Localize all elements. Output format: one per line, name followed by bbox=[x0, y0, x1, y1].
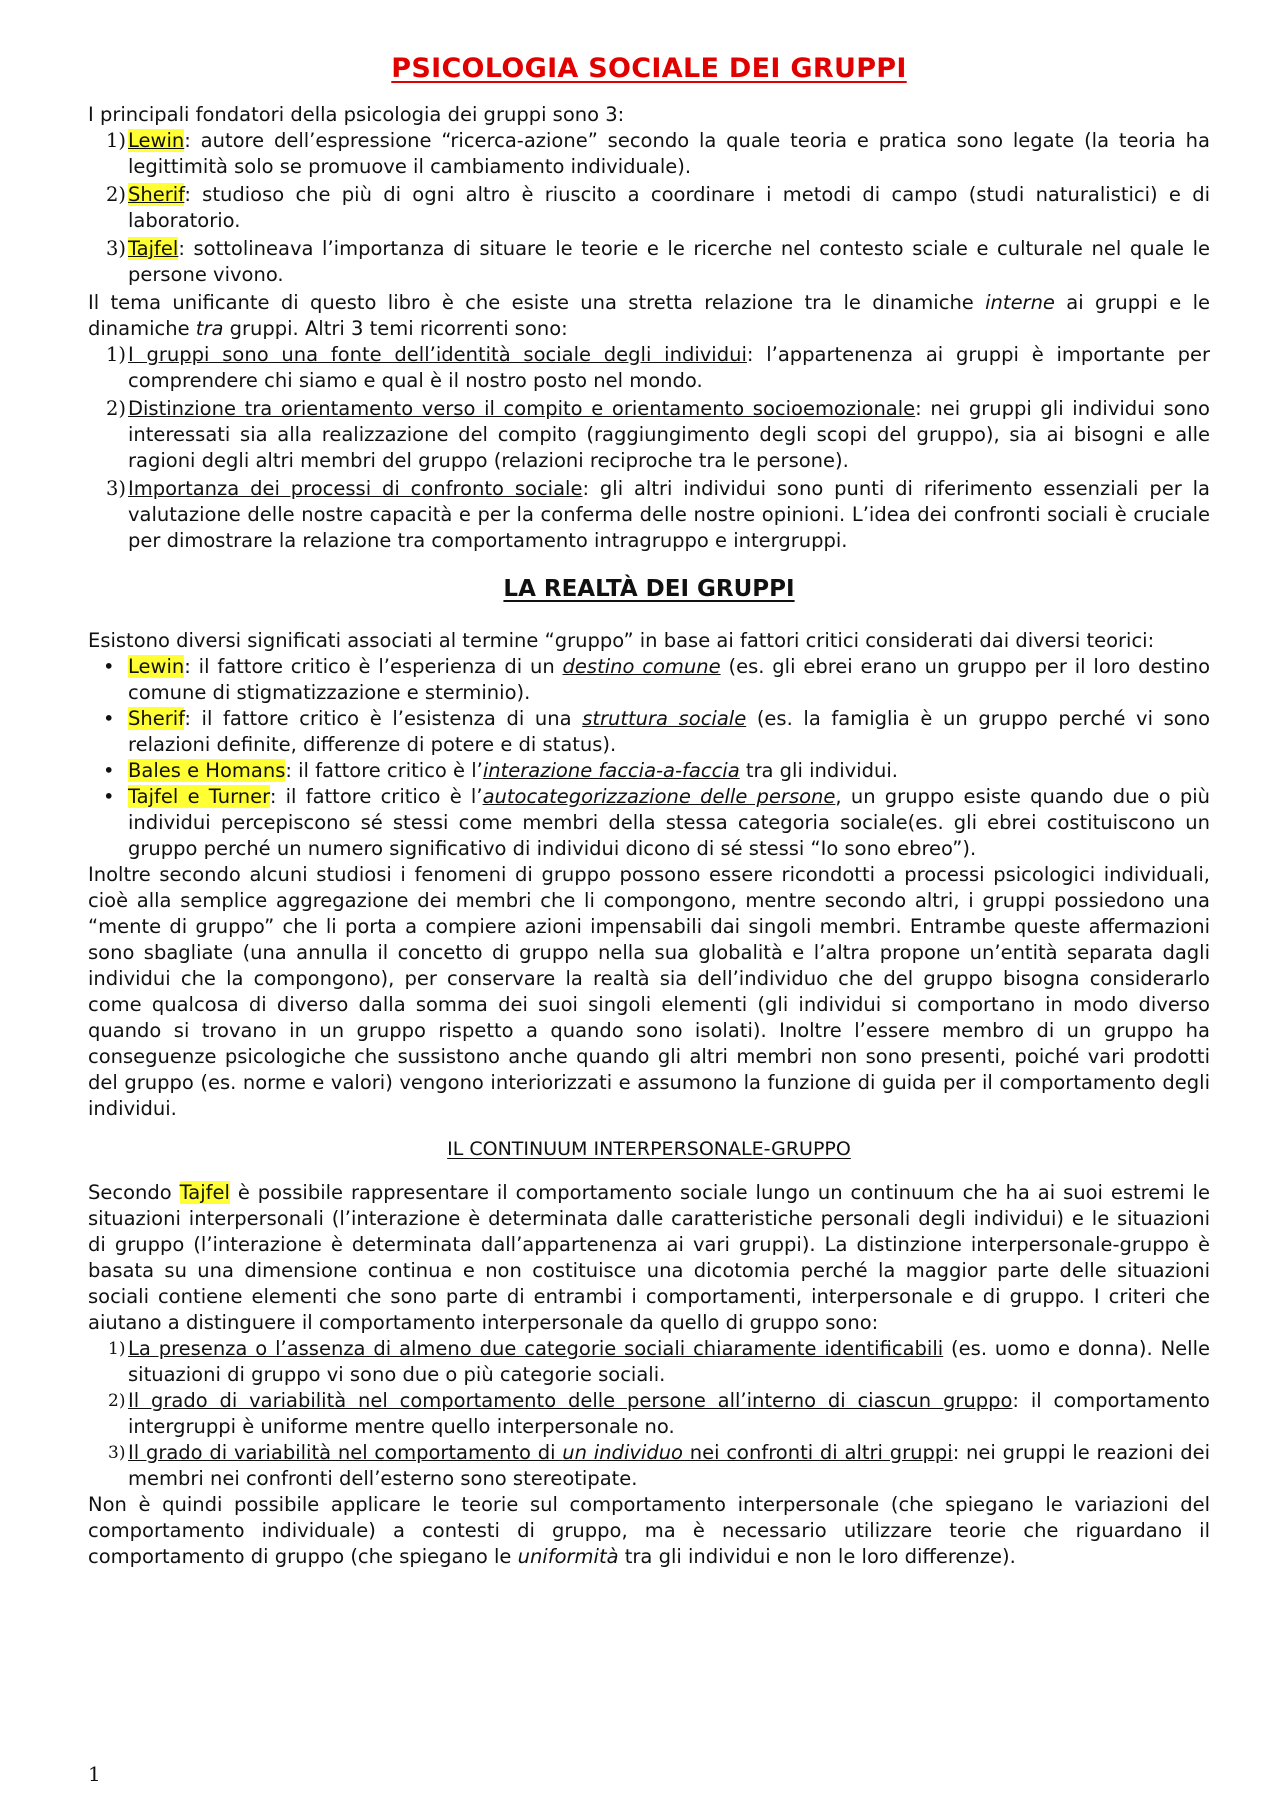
list-number: 1) bbox=[108, 1339, 126, 1359]
text-segment: Non è quindi possibile applicare le teorie sul comportamento interpersonale (che spiegano le variazioni del comportamento individuale) a contesti di gruppo, ma è necessario utilizzare teorie che riguardano il comportamento di gruppo (che spiegano le bbox=[88, 1493, 1210, 1568]
list-number: 1) bbox=[106, 343, 127, 366]
list-item bbox=[88, 396, 1210, 474]
list-item bbox=[88, 1336, 1210, 1388]
intro-text: I principali fondatori della psicologia dei gruppi sono 3: bbox=[88, 103, 625, 126]
text-segment: tra gli individui e non le loro differenze). bbox=[618, 1545, 1016, 1568]
list-item bbox=[88, 476, 1210, 554]
criterion-term: Il grado di variabilità nel comportamento delle persone all’interno di ciascun gruppo bbox=[128, 1389, 1013, 1412]
theorist-name: Lewin bbox=[128, 655, 185, 678]
bullet: • bbox=[103, 785, 115, 808]
critical-factor: struttura sociale bbox=[582, 707, 747, 730]
list-number: 3) bbox=[106, 237, 127, 260]
list-item bbox=[88, 654, 1210, 706]
theme-term: Importanza dei processi di confronto sociale bbox=[128, 477, 583, 500]
page-title: PSICOLOGIA SOCIALE DEI GRUPPI bbox=[391, 53, 907, 84]
italic-term: interne bbox=[985, 291, 1055, 314]
text-segment: (es. la famiglia è un gruppo perché vi sono relazioni definite, differenze di potere e di status). bbox=[128, 707, 1211, 756]
founder-name: Lewin bbox=[128, 129, 185, 152]
criterion-term: Il grado di variabilità nel comportamento di bbox=[128, 1441, 563, 1464]
list-number: 3) bbox=[106, 477, 127, 500]
theorist-name: Tajfel bbox=[179, 1181, 230, 1204]
list-number: 2) bbox=[108, 1391, 126, 1411]
theorist-name: Tajfel e Turner bbox=[128, 785, 270, 808]
criterion-text: : il comportamento intergruppi è uniforme mentre quello interpersonale no. bbox=[128, 1389, 1210, 1438]
conclusion-paragraph bbox=[88, 1492, 1210, 1570]
text-segment: : il fattore critico è l’ bbox=[269, 785, 483, 808]
list-item bbox=[88, 182, 1210, 234]
page-number: 1 bbox=[88, 1762, 101, 1786]
list-number: 2) bbox=[106, 183, 127, 206]
critical-factor: autocategorizzazione delle persone bbox=[482, 785, 836, 808]
list-number: 2) bbox=[106, 397, 127, 420]
text-segment: tra gli individui. bbox=[739, 759, 898, 782]
list-number: 3) bbox=[108, 1443, 126, 1463]
bullet: • bbox=[103, 655, 115, 678]
theme-term: I gruppi sono una fonte dell’identità sociale degli individui bbox=[128, 343, 747, 366]
italic-term: uniformità bbox=[517, 1545, 619, 1568]
text-segment: Secondo bbox=[88, 1181, 180, 1204]
italic-term: tra bbox=[195, 317, 224, 340]
criterion-text: : nei gruppi le reazioni dei membri nei confronti dell’esterno sono stereotipate. bbox=[128, 1441, 1210, 1490]
criteria-list bbox=[88, 1336, 1210, 1492]
text-segment: è possibile rappresentare il comportamento sociale lungo un continuum che ha ai suoi estremi le situazioni interpersonali (l’interazione è determinata dalle caratteristiche personali degli individui) e le situazioni di gruppo (l’interazione è determinata dall’appartenenza ai vari gruppi). La distinzione interpersonale-gruppo è basata su una dimensione continua e non costituisce una dicotomia perché la maggior parte delle situazioni sociali contiene elementi che sono parte di entrambi i comportamenti, interpersonale e di gruppo. I criteri che aiutano a distinguere il comportamento interpersonale da quello di gruppo sono: bbox=[88, 1181, 1210, 1334]
text-segment: : il fattore critico è l’esperienza di un bbox=[184, 655, 563, 678]
theme-term: Distinzione tra orientamento verso il compito e orientamento socioemozionale bbox=[128, 397, 916, 420]
criterion-term-italic: un individuo bbox=[562, 1441, 683, 1464]
founder-text: : studioso che più di ogni altro è riuscito a coordinare i metodi di campo (studi naturalistici) e di laboratorio. bbox=[128, 183, 1210, 232]
text-segment: ai gruppi e le dinamiche bbox=[88, 291, 1210, 340]
theme-paragraph bbox=[88, 290, 1210, 342]
criterion-text: (es. uomo e donna). Nelle situazioni di gruppo vi sono due o più categorie sociali. bbox=[128, 1337, 1210, 1386]
critical-factor: destino comune bbox=[562, 655, 721, 678]
definitions-list bbox=[88, 654, 1210, 862]
list-number: 1) bbox=[106, 129, 127, 152]
text-segment: : il fattore critico è l’ bbox=[285, 759, 483, 782]
list-item bbox=[88, 1388, 1210, 1440]
theorist-name: Sherif bbox=[128, 707, 185, 730]
themes-list bbox=[88, 342, 1210, 554]
theme-text: : nei gruppi gli individui sono interessati sia alla realizzazione del compito (raggiungimento degli scopi del gruppo), sia ai bisogni e alle ragioni degli altri membri del gruppo (relazioni reciproche tra le persone). bbox=[128, 397, 1210, 472]
list-item bbox=[88, 342, 1210, 394]
section2-body: Inoltre secondo alcuni studiosi i fenomeni di gruppo possono essere ricondotti a processi psicologici individuali, cioè alla semplice aggregazione dei membri che li compongono, mentre secondo altri, i gruppi possiedono una “mente di gruppo” che li porta a compiere azioni impensabili dai singoli membri. Entrambe queste affermazioni sono sbagliate (una annulla il concetto di gruppo nella sua globalità e l’altra propone un’entità separata dagli individui che la compongono), per conservare la realtà sia dell’individuo che del gruppo bisogna considerarlo come qualcosa di diverso dalla somma dei suoi singoli elementi (gli individui si comportano in modo diverso quando si trovano in un gruppo rispetto a quando sono isolati). Inoltre l’essere membro di un gruppo ha conseguenze psicologiche che sussistono anche quando gli altri membri non sono presenti, poiché vari prodotti del gruppo (es. norme e valori) vengono interiorizzati e assumono la funzione di guida per il comportamento degli individui. bbox=[88, 863, 1210, 1120]
founder-name: Sherif bbox=[128, 183, 185, 206]
section-heading: LA REALTÀ DEI GRUPPI bbox=[503, 576, 795, 602]
list-item bbox=[88, 1440, 1210, 1492]
list-item bbox=[88, 706, 1210, 758]
critical-factor: interazione faccia-a-faccia bbox=[482, 759, 740, 782]
text-segment: Il tema unificante di questo libro è che esiste una stretta relazione tra le dinamiche bbox=[88, 291, 986, 314]
text-segment: gruppi. Altri 3 temi ricorrenti sono: bbox=[223, 317, 568, 340]
text-segment: , un gruppo esiste quando due o più individui percepiscono sé stessi come membri della stessa categoria sociale(es. gli ebrei costituiscono un gruppo perché un numero significativo di individui dicono di sé stessi “Io sono ebreo”). bbox=[128, 785, 1211, 860]
bullet: • bbox=[103, 759, 115, 782]
theme-text: : l’appartenenza ai gruppi è importante per comprendere chi siamo e qual è il nostro posto nel mondo. bbox=[128, 343, 1210, 392]
founder-name: Tajfel bbox=[128, 237, 179, 260]
list-item bbox=[88, 758, 1210, 784]
list-item bbox=[88, 236, 1210, 288]
subsection-heading: IL CONTINUUM INTERPERSONALE-GRUPPO bbox=[447, 1138, 851, 1160]
founder-text: : autore dell’espressione “ricerca-azione” secondo la quale teoria e pratica sono legate (la teoria ha legittimità solo se promuove il cambiamento individuale). bbox=[128, 129, 1210, 178]
founders-list bbox=[88, 128, 1210, 288]
criterion-term: nei confronti di altri gruppi bbox=[682, 1441, 953, 1464]
founder-text: : sottolineava l’importanza di situare le teorie e le ricerche nel contesto sciale e culturale nel quale le persone vivono. bbox=[128, 237, 1210, 286]
theme-text: : gli altri individui sono punti di riferimento essenziali per la valutazione delle nostre capacità e per la conferma delle nostre opinioni. L’idea dei confronti sociali è cruciale per dimostrare la relazione tra comportamento intragruppo e intergruppi. bbox=[128, 477, 1210, 552]
section2-intro: Esistono diversi significati associati al termine “gruppo” in base ai fattori critici considerati dai diversi teorici: bbox=[88, 629, 1155, 652]
list-item bbox=[88, 784, 1210, 862]
text-segment: (es. gli ebrei erano un gruppo per il loro destino comune di stigmatizzazione e sterminio). bbox=[128, 655, 1210, 704]
document-page bbox=[88, 53, 1211, 1570]
list-item bbox=[88, 128, 1210, 180]
theorist-name: Bales e Homans bbox=[128, 759, 286, 782]
section3-paragraph bbox=[88, 1180, 1210, 1336]
bullet: • bbox=[103, 707, 115, 730]
criterion-term: La presenza o l’assenza di almeno due categorie sociali chiaramente identificabili bbox=[128, 1337, 944, 1360]
text-segment: : il fattore critico è l’esistenza di una bbox=[184, 707, 583, 730]
